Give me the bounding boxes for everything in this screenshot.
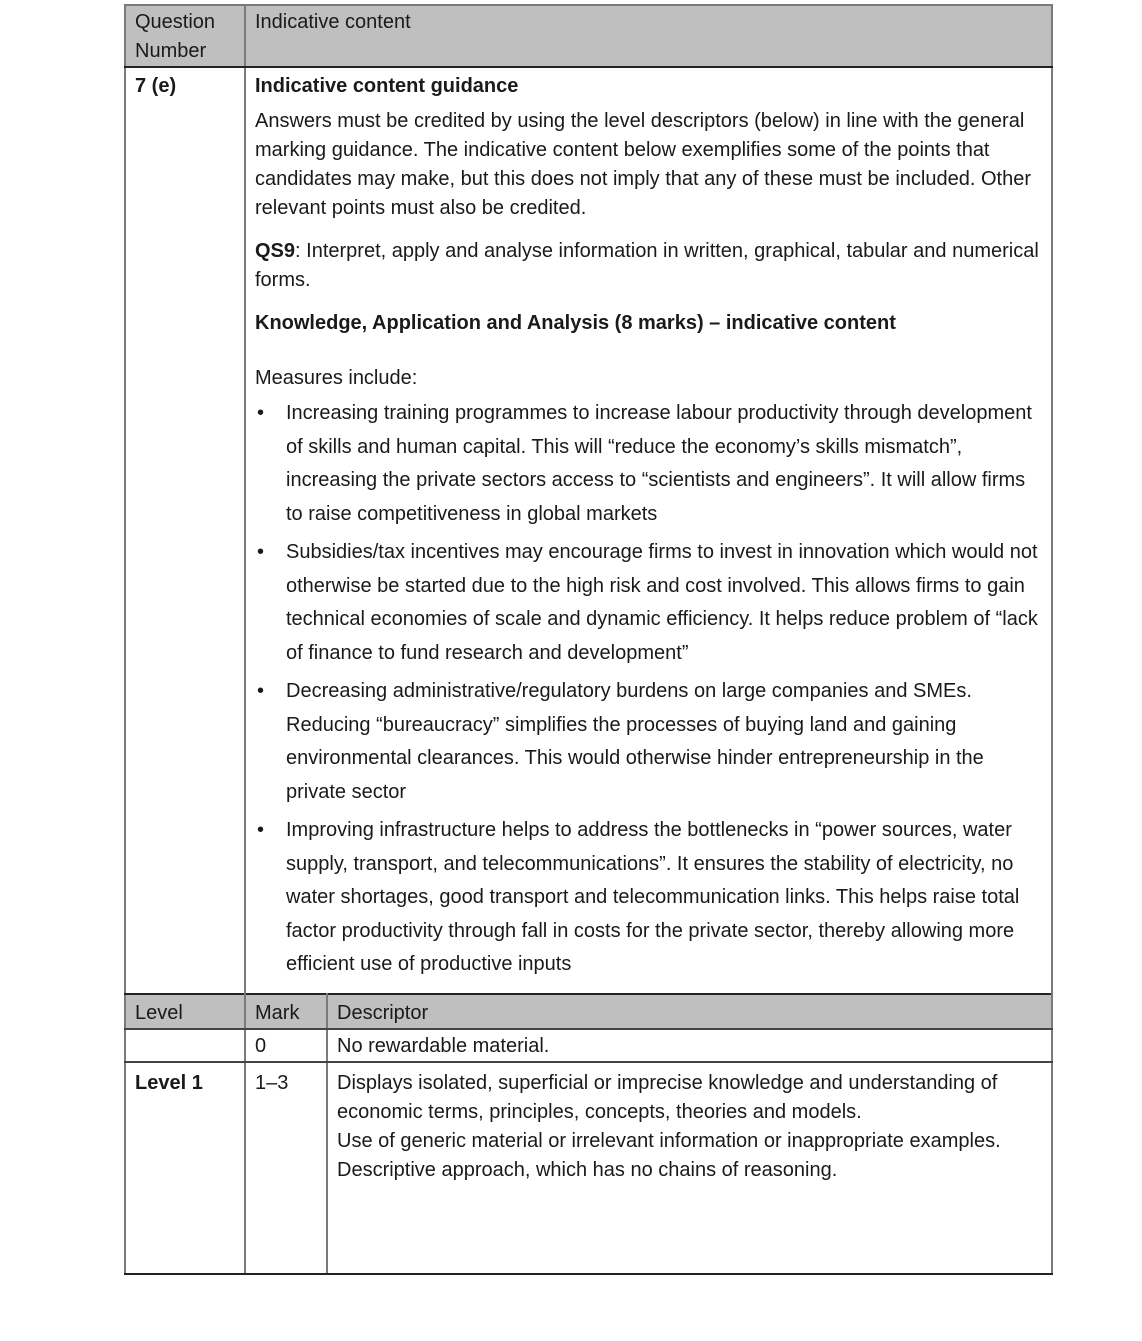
measure-text: Decreasing administrative/regulatory burdens on large companies and SMEs. Reducing “bureaucracy” simplifies the processes of buying land and gaining environmental clearances. This would otherwise hinder entrepreneurship in the private sector	[286, 680, 984, 803]
qs-label: QS9	[255, 240, 296, 262]
bullet-icon: •	[257, 819, 265, 841]
table-header-row	[125, 5, 1052, 67]
question-number: 7 (e)	[125, 67, 245, 993]
qs-statement	[255, 237, 1042, 295]
mark-scheme	[124, 4, 1051, 1275]
list-item	[255, 814, 1042, 982]
bullet-icon: •	[257, 680, 265, 702]
descriptor-cell	[327, 1062, 1052, 1274]
table-row	[125, 67, 1052, 993]
kaa-heading: Knowledge, Application and Analysis (8 marks) – indicative content	[255, 312, 896, 334]
measures-intro: Measures include:	[255, 367, 418, 389]
indicative-content-table	[124, 4, 1053, 993]
list-item	[255, 675, 1042, 809]
level-cell	[125, 1029, 245, 1062]
list-item	[255, 536, 1042, 670]
descriptor-cell	[327, 1029, 1052, 1062]
table-header-row	[125, 994, 1052, 1029]
descriptor-text: No rewardable material.	[337, 1034, 550, 1057]
mark-cell: 1–3	[245, 1062, 327, 1274]
measures-list	[255, 397, 1042, 982]
level-header: Level	[125, 994, 245, 1029]
mark-cell: 0	[245, 1029, 327, 1062]
levels-table	[124, 993, 1053, 1275]
guidance-heading: Indicative content guidance	[255, 75, 519, 97]
mark-header: Mark	[245, 994, 327, 1029]
list-item	[255, 397, 1042, 531]
measure-text: Subsidies/tax incentives may encourage firms to invest in innovation which would not otherwise be started due to the high risk and cost involved. This allows firms to gain technical economies of scale and dynamic efficiency. It helps reduce problem of “lack of finance to fund research and development”	[286, 541, 1038, 664]
level-cell: Level 1	[125, 1062, 245, 1274]
question-number-header: Question Number	[125, 5, 245, 67]
indicative-content-cell	[245, 67, 1052, 993]
descriptor-text: Descriptive approach, which has no chains of reasoning.	[337, 1158, 838, 1181]
measure-text: Increasing training programmes to increase labour productivity through development of skills and human capital. This will “reduce the economy’s skills mismatch”, increasing the private sectors access to “scientists and engineers”. It will allow firms to raise competitiveness in global markets	[286, 402, 1032, 525]
bullet-icon: •	[257, 402, 265, 424]
descriptor-text: Use of generic material or irrelevant information or inappropriate examples.	[337, 1129, 1001, 1152]
table-row	[125, 1062, 1052, 1274]
table-row	[125, 1029, 1052, 1062]
bullet-icon: •	[257, 541, 265, 563]
indicative-content-header: Indicative content	[245, 5, 1052, 67]
guidance-text: Answers must be credited by using the level descriptors (below) in line with the general marking guidance. The indicative content below exemplifies some of the points that candidates may make, but this does not imply that any of these must be included. Other relevant points must also be credited.	[255, 110, 1031, 219]
descriptor-text: Displays isolated, superficial or imprecise knowledge and understanding of economic terms, principles, concepts, theories and models.	[337, 1071, 998, 1123]
measure-text: Improving infrastructure helps to address the bottlenecks in “power sources, water supply, transport, and telecommunications”. It ensures the stability of electricity, no water shortages, good transport and telecommunication links. This helps raise total factor productivity through fall in costs for the private sector, thereby allowing more efficient use of productive inputs	[286, 819, 1020, 975]
descriptor-header: Descriptor	[327, 994, 1052, 1029]
qs-text: : Interpret, apply and analyse information in written, graphical, tabular and numerical forms.	[255, 240, 1039, 291]
